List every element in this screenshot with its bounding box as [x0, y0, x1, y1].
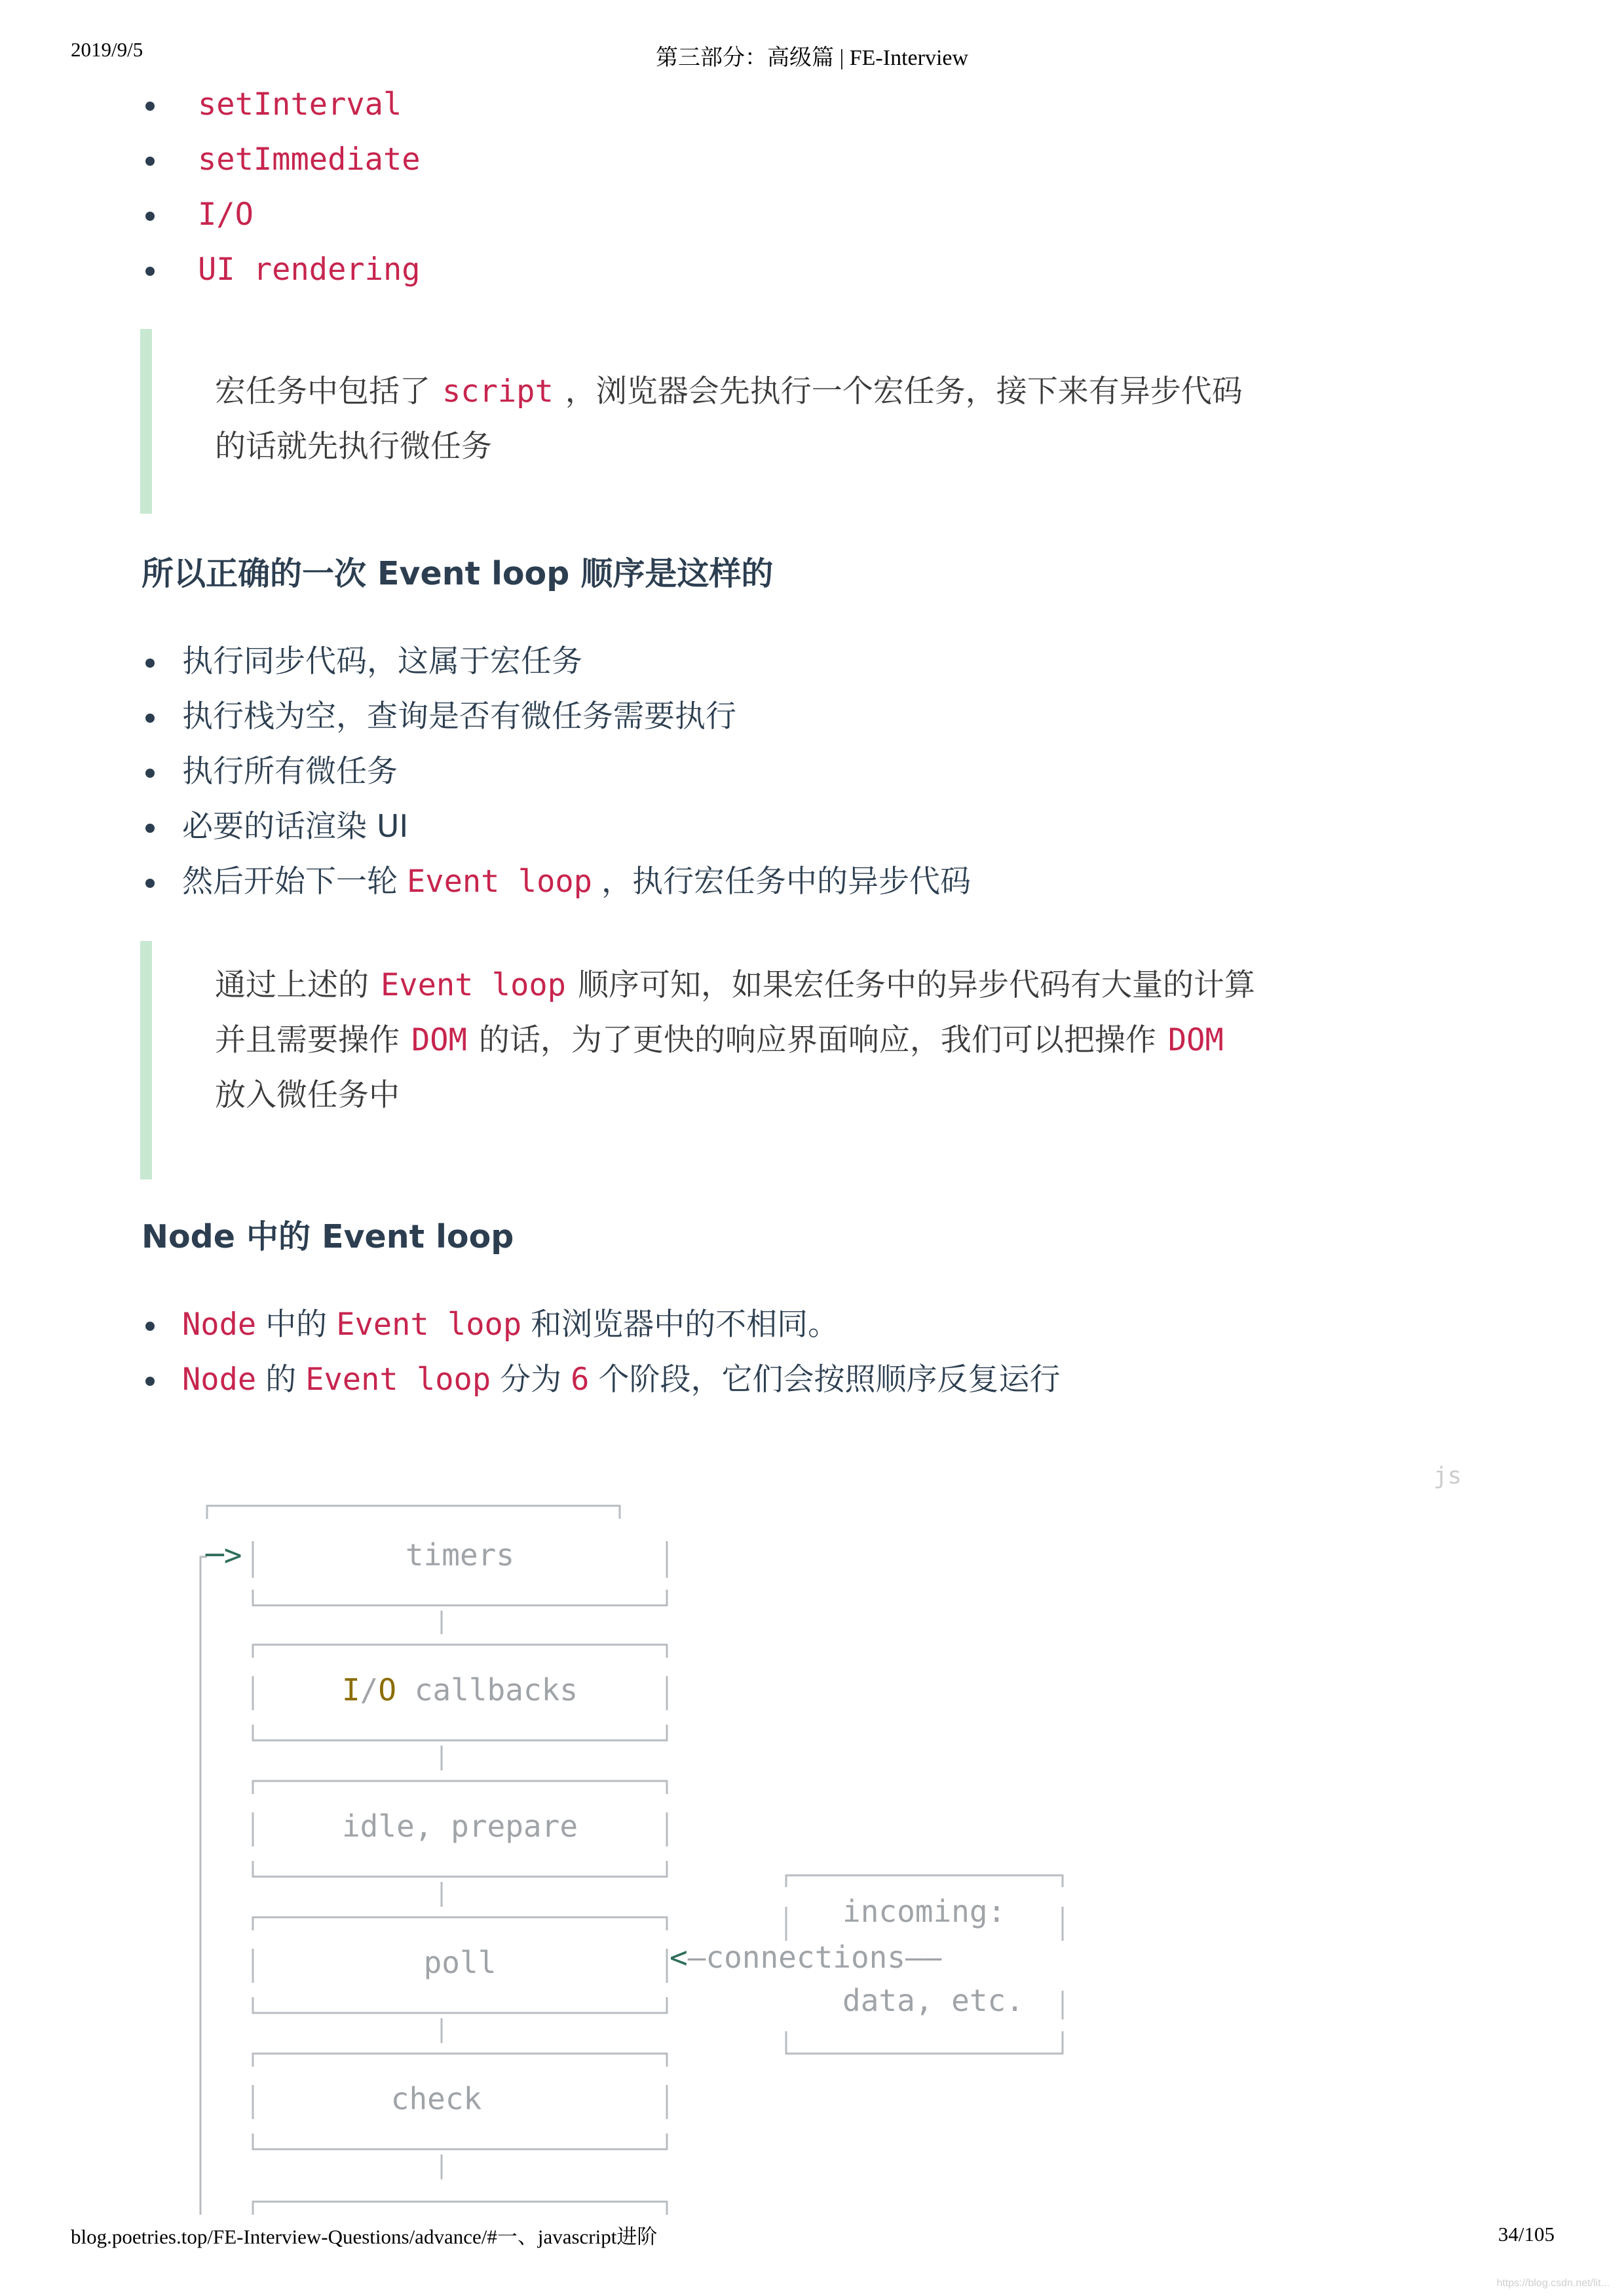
list-item: 然后开始下一轮 Event loop ，执行宏任务中的异步代码 [0, 854, 971, 909]
section-heading-node-event-loop: Node 中的 Event loop [142, 1218, 514, 1255]
connections-arrow: <—connections—— [670, 1940, 942, 1975]
watermark: https://blog.csdn.net/lit... [1496, 2278, 1610, 2289]
phase-poll: poll [423, 1945, 497, 1980]
loop-left-line [200, 1557, 207, 2215]
page-number: 34/105 [1498, 2223, 1555, 2246]
list-item: 必要的话渲染 UI [0, 799, 971, 854]
connector [253, 2018, 667, 2067]
print-date: 2019/9/5 [71, 38, 143, 61]
incoming-label: incoming: [842, 1894, 1006, 1929]
list-item: UI rendering [0, 242, 421, 297]
loop-top-line [207, 1506, 620, 1519]
list-item: 执行栈为空，查询是否有微任务需要执行 [0, 689, 971, 744]
macrotask-list [0, 77, 421, 297]
list-item: Node 的 Event loop 分为 6 个阶段，它们会按照顺序反复运行 [0, 1352, 1060, 1407]
list-item: 执行同步代码，这属于宏任务 [0, 634, 971, 689]
list-item: setImmediate [0, 132, 421, 187]
quote-line: 放入微任务中 [215, 1077, 400, 1113]
event-loop-order-list [0, 634, 971, 909]
node-event-loop-list [0, 1297, 1060, 1407]
connector [253, 1611, 667, 1658]
phase-check: check [390, 2081, 482, 2116]
quote-line: 并且需要操作 DOM 的话，为了更快的响应界面响应，我们可以把操作 DOM [215, 1022, 1224, 1058]
quote-line: 通过上述的 Event loop 顺序可知，如果宏任务中的异步代码有大量的计算 [215, 967, 1255, 1003]
quote-line: 宏任务中包括了 script ，浏览器会先执行一个宏任务，接下来有异步代码 [215, 373, 1243, 410]
quote-line: 的话就先执行微任务 [215, 429, 492, 465]
list-item: I/O [0, 187, 421, 242]
phase-timers: timers [405, 1537, 515, 1573]
list-item: setInterval [0, 77, 421, 132]
phase-io-callbacks: I/O callbacks [341, 1672, 578, 1708]
list-item: Node 中的 Event loop 和浏览器中的不相同。 [0, 1297, 1060, 1352]
connector [253, 1746, 667, 1794]
data-etc-label: data, etc. [842, 1983, 1024, 2018]
connector [253, 1882, 667, 1930]
blockquote-macrotask-note [140, 329, 1346, 514]
section-heading-event-loop-order: 所以正确的一次 Event loop 顺序是这样的 [142, 555, 774, 592]
print-title: 第三部分：高级篇 | FE-Interview [655, 46, 969, 70]
code-language-tag: js [1433, 1463, 1462, 1489]
loop-arrow: ─> [206, 1537, 242, 1573]
print-url: blog.poetries.top/FE-Interview-Questions/advance/#一、javascript进阶 [71, 2225, 658, 2248]
phase-idle-prepare: idle, prepare [341, 1808, 578, 1844]
list-item: 执行所有微任务 [0, 744, 971, 799]
blockquote-dom-microtask-note [140, 941, 1346, 1179]
connector [253, 2154, 667, 2215]
